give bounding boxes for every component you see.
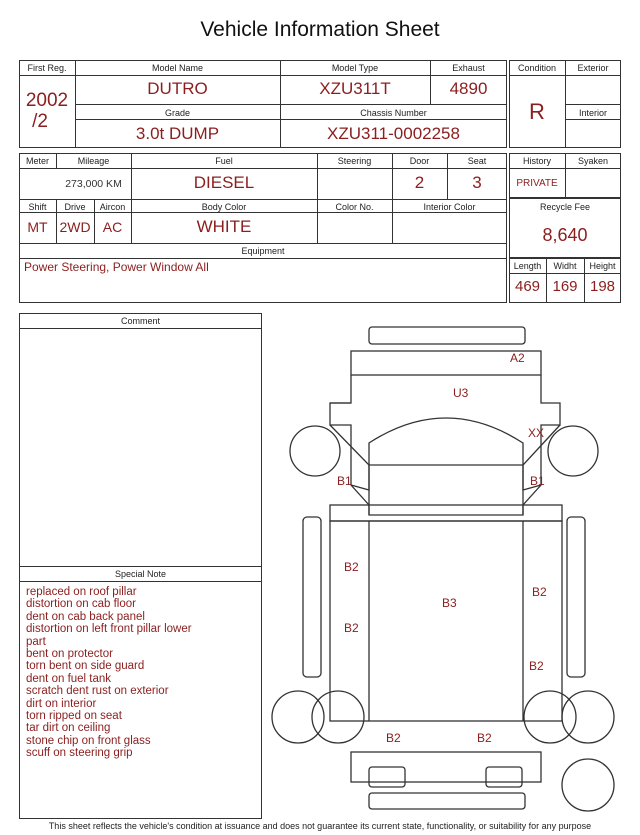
model-type-label: Model Type [331,63,379,73]
grade-label: Grade [164,108,190,118]
rear-bumper [369,793,525,809]
special-note-item: dent on cab back panel [26,610,145,623]
condition-value: R [529,99,545,124]
syaken-label: Syaken [577,156,609,166]
special-note-item: scuff on steering grip [26,747,133,760]
rear-right-light [486,767,522,787]
grade-value: 3.0t DUMP [135,124,220,143]
mark-xx: XX [528,426,545,440]
mark-b2-rear-left: B2 [386,731,401,745]
door-value: 2 [414,173,425,192]
windshield [369,418,523,465]
cab-rear-panel [330,505,562,521]
mark-b2-right-upper: B2 [532,585,547,599]
drive-value: 2WD [59,219,91,235]
seat-label: Seat [467,156,487,166]
front-right-wheel [548,426,598,476]
fuel-label: Fuel [215,156,233,166]
dump-bed [330,521,562,721]
interior-label: Interior [578,108,607,118]
shift-label: Shift [28,202,47,212]
drive-label: Drive [64,202,86,212]
history-label: History [522,156,551,166]
body-color-value: WHITE [196,217,252,236]
front-left-wheel [290,426,340,476]
shift-value: MT [27,219,48,235]
page-title: Vehicle Information Sheet [200,18,440,41]
aircon-value: AC [102,219,123,235]
interior-color-label: Interior Color [423,202,476,212]
special-note-item: stone chip on front glass [26,734,151,747]
equipment-value: Power Steering, Power Window All [24,260,209,274]
mileage-value: 273,000 KM [65,178,122,190]
mark-b2-right-lower: B2 [529,659,544,673]
special-note-item: distortion on left front pillar lower [26,623,192,636]
color-no-label: Color No. [335,202,374,212]
mark-a2: A2 [510,351,525,365]
aircon-label: Aircon [99,202,126,212]
mark-b3: B3 [442,596,457,610]
spare-wheel [562,759,614,811]
special-note-item: scratch dent rust on exterior [26,685,169,698]
meter-label: Meter [25,156,49,166]
equipment-label: Equipment [241,246,285,256]
length-label: Length [513,261,542,271]
special-note-label: Special Note [114,569,167,579]
rear-left-wheel-inner [312,691,364,743]
special-note-item: torn bent on side guard [26,660,145,673]
special-note-item: tar dirt on ceiling [26,722,111,735]
left-side-guard [303,517,321,677]
recycle-fee-value: 8,640 [542,225,588,245]
chassis-number-value: XZU311-0002258 [327,124,460,143]
exterior-label: Exterior [577,63,609,73]
rear-right-wheel-inner [524,691,576,743]
rear-right-wheel-outer [562,691,614,743]
exhaust-label: Exhaust [452,63,485,73]
fuel-value: DIESEL [193,173,255,192]
special-note-item: torn ripped on seat [26,710,122,723]
length-value: 469 [514,278,541,295]
front-bumper [369,327,525,344]
history-value: PRIVATE [516,178,558,189]
mileage-label: Mileage [77,156,110,166]
comment-label: Comment [120,316,160,326]
rear-left-wheel-outer [272,691,324,743]
body-color-label: Body Color [201,202,247,212]
right-side-guard [567,517,585,677]
mark-b1-left: B1 [337,474,352,488]
first-reg-label: First Reg. [27,63,67,73]
seat-value: 3 [472,173,482,192]
mark-b1-right: B1 [530,474,545,488]
condition-label: Condition [517,63,557,73]
mark-b2-left-upper: B2 [344,560,359,574]
height-value: 198 [589,278,616,295]
model-name-label: Model Name [151,63,204,73]
mark-u3: U3 [453,386,469,400]
model-name-value: DUTRO [147,79,208,98]
chassis-number-label: Chassis Number [360,108,427,118]
recycle-fee-label: Recycle Fee [539,202,591,212]
special-note-item: dirt on interior [26,697,97,710]
cab-outline [330,375,560,515]
mark-b2-rear-right: B2 [477,731,492,745]
vehicle-damage-diagram [270,315,635,820]
width-value: 169 [552,278,578,295]
steering-label: Steering [337,156,372,166]
disclaimer-footer: This sheet reflects the vehicle's condition at issuance and does not guarantee its current state, functionality, or suitability for any purpose [48,821,592,831]
first-reg-month: /2 [32,111,48,132]
height-label: Height [589,261,616,271]
model-type-value: XZU311T [319,79,391,98]
special-note-item: distortion on cab floor [26,598,136,611]
special-note-item: part [26,635,46,648]
rear-left-light [369,767,405,787]
exhaust-value: 4890 [449,79,488,98]
special-note-item: replaced on roof pillar [26,586,137,598]
first-reg-year: 2002 [25,90,69,111]
width-label: Widht [553,261,577,271]
door-label: Door [409,156,430,166]
special-notes-list [26,586,192,760]
special-note-item: bent on protector [26,648,113,661]
mark-b2-left-lower: B2 [344,621,359,635]
special-note-item: dent on fuel tank [26,672,112,685]
